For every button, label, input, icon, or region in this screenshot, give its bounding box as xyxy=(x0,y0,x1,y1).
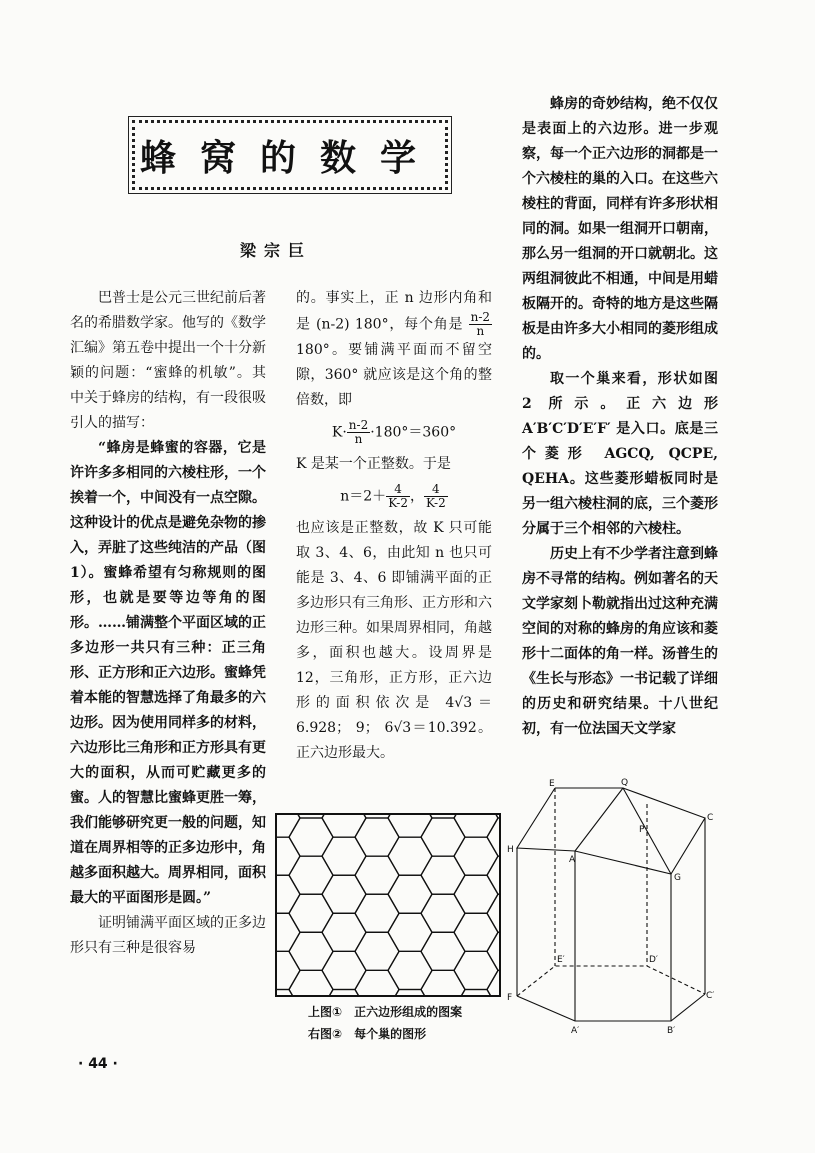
fraction-denominator: K-2 xyxy=(425,496,446,510)
paragraph: 历史上有不少学者注意到蜂房不寻常的结构。例如著名的天文学家刻卜勒就指出过这种充满空间的对称的蜂房的角应该和菱形十二面体的角一样。汤普生的《生长与形态》一书记载了详细的历史和研究结果。十八世纪初，有一位法国天文学家 xyxy=(522,546,718,737)
column-2 xyxy=(296,286,492,766)
hexagon-cell xyxy=(388,913,432,951)
hexagon-cell xyxy=(454,875,498,913)
paragraph: 也应该是正整数，故 K 只可能取 3、4、6，由此知 n 也只可能是 3、4、6 即铺满平面的正多边形只有三角形、正方形和六边形三种。如果周界相同，角越多，面积也越大。设周界是12，三角形，正方形，正六边形的面积依次是 4√3＝6.928； 9； 6√3＝10.392。正六边形最大。 xyxy=(296,520,492,761)
hexagon-cell xyxy=(421,894,465,932)
hexagon-cell xyxy=(274,875,300,913)
hexagon-cell xyxy=(355,932,399,970)
hexagon-cell xyxy=(421,970,465,998)
fraction xyxy=(424,483,448,510)
entrance-hexagon xyxy=(517,994,705,1021)
equation-2 xyxy=(296,483,492,510)
hexagon-cell xyxy=(388,875,432,913)
hexagon-cell xyxy=(355,894,399,932)
text-run: 180°。要铺满平面而不留空隙，360° 就应该是这个角的整倍数，即 xyxy=(296,342,492,408)
hexagon-cell xyxy=(322,837,366,875)
text-run: 的。事实上，正 n 边形内角和是 (n-2) 180°，每个角是 xyxy=(296,290,492,333)
fraction xyxy=(347,419,370,446)
hexagon-cell xyxy=(289,932,333,970)
hexagon-cell xyxy=(454,837,498,875)
hexagon-cell xyxy=(289,894,333,932)
label-E: E xyxy=(549,779,555,789)
cell-top-outline xyxy=(517,788,705,874)
hexagon-cell xyxy=(388,837,432,875)
label-F: F xyxy=(507,993,513,1003)
hexagon-cell xyxy=(355,856,399,894)
figure-caption-2: 右图② 每个巢的图形 xyxy=(308,1027,427,1041)
hexagon-cell xyxy=(388,951,432,989)
label-A-prime: A′ xyxy=(571,1026,580,1036)
hexagon-cell xyxy=(289,856,333,894)
hexagon-cell xyxy=(322,951,366,989)
fraction xyxy=(386,483,410,510)
hexagon-cell xyxy=(421,856,465,894)
figure-honeycomb-cell xyxy=(505,776,720,1038)
entrance-hidden-edges xyxy=(517,966,705,996)
hexagon-cell xyxy=(388,812,432,837)
label-B-prime: B′ xyxy=(667,1026,676,1036)
hexagon-cell xyxy=(355,970,399,998)
column-1 xyxy=(70,286,266,961)
hexagon-cell xyxy=(289,970,333,998)
fraction xyxy=(469,311,492,338)
hexagon-cell xyxy=(289,818,333,856)
label-D-prime: D′ xyxy=(649,955,658,965)
figure-hexagon-tiling xyxy=(274,812,502,998)
label-P: P xyxy=(639,825,645,835)
hexagon-cell xyxy=(274,837,300,875)
label-H: H xyxy=(507,845,514,855)
paragraph: K 是某一个正整数。于是 xyxy=(296,456,451,472)
hexagon-cell xyxy=(274,951,300,989)
hexagon-cell xyxy=(322,812,366,837)
page-number: · 44 · xyxy=(78,1056,118,1072)
fraction-numerator: 4 xyxy=(424,483,448,497)
paragraph xyxy=(296,286,492,413)
label-C: C xyxy=(707,813,714,823)
hexagon-cell xyxy=(454,812,498,837)
hexagon-cell xyxy=(274,913,300,951)
fraction-numerator: n-2 xyxy=(348,418,369,432)
author-name: 梁宗巨 xyxy=(240,241,313,260)
cell-edge xyxy=(575,788,623,851)
paragraph: 巴普士是公元三世纪前后著名的希腊数学家。他写的《数学汇编》第五卷中提出一个十分新颖的问题：“蜜蜂的机敏”。其中关于蜂房的结构，有一段很吸引人的描写： xyxy=(70,290,266,431)
eq-term: ·180°＝360° xyxy=(370,424,457,441)
article-title: 蜂窝的数学 xyxy=(132,120,448,190)
paragraph: 蜂房的奇妙结构，绝不仅仅是表面上的六边形。进一步观察，每一个正六边形的洞都是一个六棱柱的巢的入口。在这些六棱柱的背面，同样有许多形状相同的洞。如果一组洞开口朝南，那么另一组洞的开口就朝北。这两组洞彼此不相通，中间是用蜡板隔开的。奇特的地方是这些隔板是由许多大小相同的菱形组成的。 xyxy=(522,96,718,362)
label-Q: Q xyxy=(621,778,629,788)
eq-term: K· xyxy=(331,424,347,441)
fraction-denominator: n xyxy=(476,324,485,338)
label-C-prime: C′ xyxy=(706,991,715,1001)
hexagon-grid xyxy=(274,812,502,998)
equation-1 xyxy=(296,419,492,446)
paragraph: 证明铺满平面区域的正多边形只有三种是很容易 xyxy=(70,915,266,956)
paragraph: 取一个巢来看，形状如图 2 所示。正六边形A′B′C′D′E′F′ 是入口。底是三个菱形 AGCQ, QCPE, QEHA。这些菱形蜡板同时是另一组六棱柱洞的底，三个菱形分属于三个相邻的六棱柱。 xyxy=(522,371,718,537)
label-E-prime: E′ xyxy=(557,955,565,965)
eq-term: ， xyxy=(409,488,424,505)
figure-frame xyxy=(276,814,500,996)
eq-term: n＝2＋ xyxy=(340,488,387,505)
hexagon-cell xyxy=(322,875,366,913)
hexagon-cell xyxy=(454,913,498,951)
hexagon-cell xyxy=(322,913,366,951)
quote-paragraph: “蜂房是蜂蜜的容器，它是许许多多相同的六棱柱形，一个挨着一个，中间没有一点空隙。这种设计的优点是避免杂物的掺入，弄脏了这些纯洁的产品（图1）。蜜蜂希望有匀称规则的图形，也就是要等边等角的图形。……铺满整个平面区域的正多边形一共只有三种：正三角形、正方形和正六边形。蜜蜂凭着本能的智慧选择了角最多的六边形。因为使用同样多的材料，六边形比三角形和正方形具有更大的面积，从而可贮藏更多的蜜。人的智慧比蜜蜂更胜一筹，我们能够研究更一般的问题，知道在周界相等的正多边形中，角越多面积越大。周界相同，面积最大的平面图形是圆。” xyxy=(70,440,266,906)
hexagon-cell xyxy=(454,951,498,989)
fraction-numerator: 4 xyxy=(386,483,410,497)
hexagon-cell xyxy=(421,932,465,970)
hexagon-cell xyxy=(355,818,399,856)
fraction-denominator: n xyxy=(354,432,363,446)
fraction-numerator: n-2 xyxy=(470,310,491,324)
column-3 xyxy=(522,92,718,742)
fraction-denominator: K-2 xyxy=(388,496,408,510)
label-G: G xyxy=(674,873,681,883)
hexagon-cell xyxy=(421,818,465,856)
figure-caption-1: 上图① 正六边形组成的图案 xyxy=(308,1005,463,1019)
label-A: A xyxy=(569,855,576,865)
